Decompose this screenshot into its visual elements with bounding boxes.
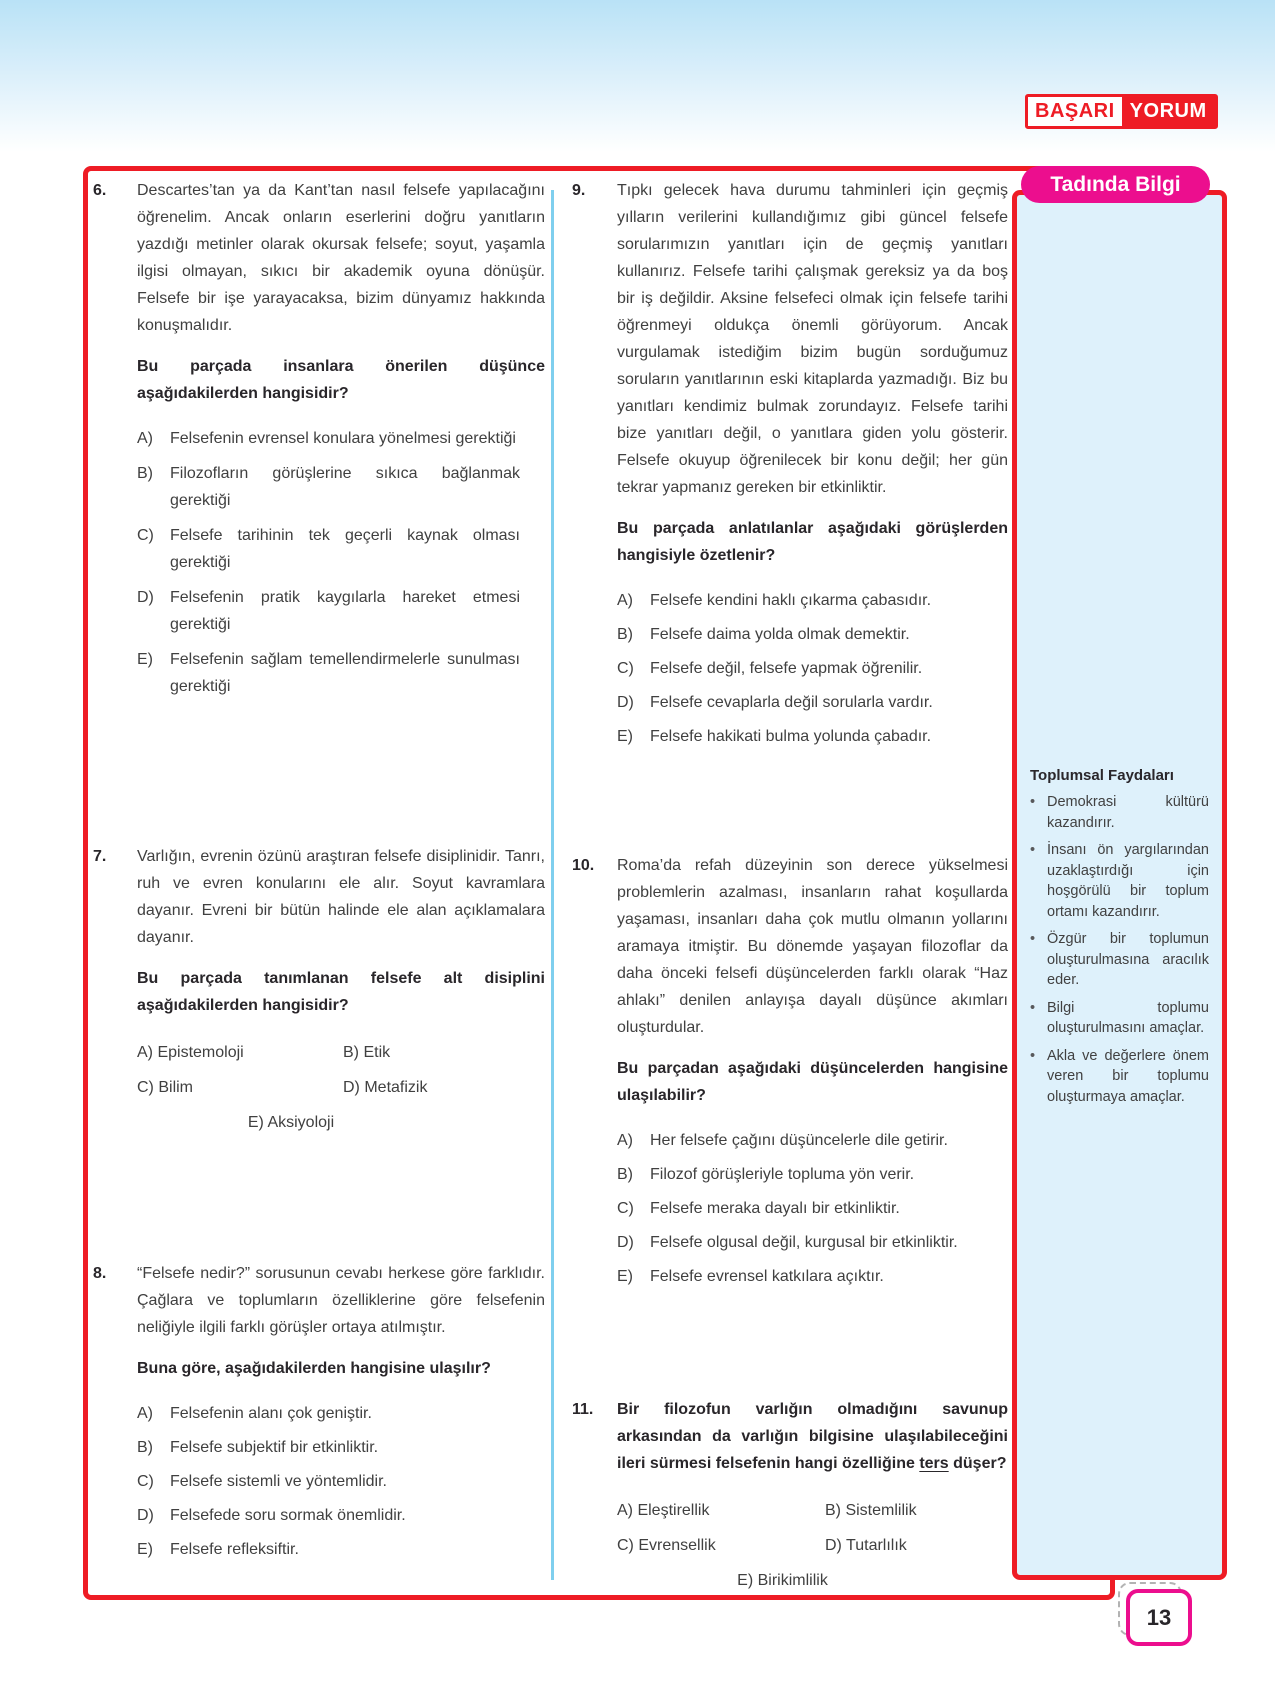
- option-text: Sistemlilik: [845, 1502, 917, 1519]
- stem-prefix: Bir filozofun varlığın olmadığını savunup arkasından da varlığın bilgisine ulaşılabileceğini ileri sürmesi felsefenin hangi özelliğine: [617, 1401, 1008, 1472]
- option-item: [343, 1039, 545, 1066]
- option-text: Felsefenin sağlam temellendirmelerle sunulması gerektiği: [170, 651, 520, 695]
- bullet-dot-icon: •: [1030, 842, 1036, 858]
- option-item: [617, 1229, 1008, 1256]
- question-body: [617, 177, 1008, 757]
- option-letter: E): [617, 728, 633, 745]
- question-stem: Bu parçada insanlara önerilen düşünce aşağıdakilerden hangisidir?: [137, 358, 545, 402]
- question-body: [617, 1396, 1008, 1594]
- info-content: [1030, 767, 1209, 1114]
- option-letter: E): [137, 1541, 153, 1558]
- option-letter: A): [137, 430, 153, 447]
- option-item: [617, 1127, 1008, 1154]
- brand-logo-left: BAŞARI: [1028, 97, 1122, 126]
- bullet-item: [1030, 1046, 1209, 1108]
- option-letter: C): [617, 660, 634, 677]
- option-item: [137, 1074, 343, 1101]
- option-letter: E): [617, 1268, 633, 1285]
- option-text: Felsefede soru sormak önemlidir.: [170, 1507, 406, 1524]
- option-letter: E): [247, 1114, 264, 1131]
- option-letter: A): [617, 1502, 633, 1519]
- bullet-item: [1030, 998, 1209, 1039]
- bullet-text: Özgür bir toplumun oluşturulmasına aracılık eder.: [1047, 931, 1209, 988]
- question-paragraph: Tıpkı gelecek hava durumu tahminleri için geçmiş yılların verilerini kullandığımız gibi güncel felsefe sorularımızın yanıtları için de geçmiş yanıtları kullanırız. Felsefe tarihi çalışmak gereksiz ya da boş bir iş değildir. Aksine felsefeci olmak için felsefe tarihi öğrenmeyi oldukça önemli görüyorum. Ancak vurgulamak istediğim bizim bugün sorduğumuz soruların yanıtlarının eski kitaplarda yazmadığı. Biz bu yanıtları kendimiz bulmak zorundayız. Felsefe tarihi bize yanıtları değil, o yanıtlara giden yolu gösterir. Felsefe okuyup öğrenilecek bir konu değil; her gün tekrar yapmanız gereken bir etkinliktir.: [617, 182, 1008, 496]
- option-text: Felsefe cevaplarla değil sorularla vardır.: [650, 694, 933, 711]
- option-text: Felsefe tarihinin tek geçerli kaynak olması gerektiği: [170, 527, 520, 571]
- option-text: Felsefe meraka dayalı bir etkinliktir.: [650, 1200, 900, 1217]
- info-tab-label: Tadında Bilgi: [1021, 166, 1210, 203]
- underlined-word: ters: [919, 1455, 949, 1472]
- option-text: Felsefe sistemli ve yöntemlidir.: [170, 1473, 387, 1490]
- options-grid: [617, 1497, 1008, 1594]
- option-letter: C): [137, 527, 154, 544]
- option-text: Felsefenin evrensel konulara yönelmesi gerektiği: [170, 430, 516, 447]
- option-item: [137, 584, 545, 638]
- option-letter: D): [617, 1234, 634, 1251]
- option-item: [137, 1502, 545, 1529]
- option-text: Felsefenin pratik kaygılarla hareket etmesi gerektiği: [170, 589, 520, 633]
- option-letter: C): [617, 1537, 634, 1554]
- option-letter: D): [617, 694, 634, 711]
- option-text: Her felsefe çağını düşüncelerle dile getirir.: [650, 1132, 948, 1149]
- option-text: Birikimlilik: [757, 1572, 828, 1589]
- options-list: [617, 587, 1008, 750]
- question-body: [617, 852, 1008, 1297]
- option-item: [617, 1532, 825, 1559]
- info-bullet-list: [1030, 792, 1209, 1107]
- info-heading: Toplumsal Faydaları: [1030, 767, 1174, 784]
- option-item: [137, 1109, 545, 1136]
- option-text: Felsefe kendini haklı çıkarma çabasıdır.: [650, 592, 932, 609]
- option-letter: B): [137, 1439, 153, 1456]
- bullet-text: Bilgi toplumu oluşturulmasını amaçlar.: [1047, 999, 1209, 1036]
- question-number: 8.: [93, 1265, 107, 1282]
- option-text: Metafizik: [364, 1079, 428, 1096]
- option-item: [137, 1039, 343, 1066]
- bullet-dot-icon: •: [1030, 1047, 1036, 1064]
- option-letter: D): [137, 589, 154, 606]
- bullet-dot-icon: •: [1030, 931, 1036, 947]
- question-stem: Buna göre, aşağıdakilerden hangisine ulaşılır?: [137, 1360, 491, 1377]
- option-item: [617, 587, 1008, 614]
- option-item: [617, 1195, 1008, 1222]
- question-stem: Bu parçada anlatılanlar aşağıdaki görüşlerden hangisiyle özetlenir?: [617, 520, 1008, 564]
- brand-logo-right: YORUM: [1122, 97, 1215, 126]
- option-letter: D): [137, 1507, 154, 1524]
- option-item: [137, 1536, 545, 1563]
- option-text: Filozof görüşleriyle topluma yön verir.: [650, 1166, 915, 1183]
- option-letter: B): [617, 626, 633, 643]
- question-9: [572, 177, 1008, 757]
- option-text: Etik: [363, 1044, 391, 1061]
- option-text: Epistemoloji: [157, 1044, 244, 1061]
- option-item: [137, 1400, 545, 1427]
- question-number: 11.: [572, 1401, 594, 1418]
- question-number: 6.: [93, 182, 107, 199]
- option-text: Felsefe subjektif bir etkinliktir.: [170, 1439, 379, 1456]
- option-letter: B): [137, 465, 153, 482]
- option-text: Aksiyoloji: [267, 1114, 335, 1131]
- option-item: [617, 1567, 1008, 1594]
- option-item: [137, 646, 545, 700]
- option-item: [617, 1497, 825, 1524]
- option-item: [137, 460, 545, 514]
- option-text: Bilim: [158, 1079, 194, 1096]
- question-paragraph: Descartes’tan ya da Kant’tan nasıl felsefe yapılacağını öğrenelim. Ancak onların eserlerini doğru yanıtların yazdığı metinler olarak okursak felsefe; soyut, yaşamla ilgisi olmayan, sıkıcı bir akademik oyuna dönüşür. Felsefe bir işe yarayacaksa, bizim dünyamız hakkında konuşmalıdır.: [137, 182, 545, 334]
- option-item: [617, 723, 1008, 750]
- question-6: [93, 177, 545, 708]
- question-stem: Bu parçadan aşağıdaki düşüncelerden hangisine ulaşılabilir?: [617, 1060, 1008, 1104]
- question-stem: Bu parçada tanımlanan felsefe alt disiplini aşağıdakilerden hangisidir?: [137, 970, 545, 1014]
- option-item: [825, 1497, 1008, 1524]
- page-number-badge: 13: [1126, 1589, 1192, 1646]
- option-text: Eleştirellik: [637, 1502, 710, 1519]
- question-stem: [617, 1396, 1008, 1477]
- question-number: 7.: [93, 848, 107, 865]
- bullet-text: İnsanı ön yargılarından uzaklaştırdığı için hoşgörülü bir toplum ortamı kazandırır.: [1047, 842, 1209, 920]
- option-text: Felsefe hakikati bulma yolunda çabadır.: [650, 728, 932, 745]
- option-letter: C): [137, 1079, 154, 1096]
- option-text: Tutarlılık: [846, 1537, 907, 1554]
- option-item: [617, 1161, 1008, 1188]
- option-letter: C): [137, 1473, 154, 1490]
- option-text: Felsefe refleksiftir.: [170, 1541, 299, 1558]
- option-text: Felsefe evrensel katkılara açıktır.: [650, 1268, 884, 1285]
- option-item: [617, 1263, 1008, 1290]
- option-letter: B): [825, 1502, 841, 1519]
- option-item: [137, 1434, 545, 1461]
- question-paragraph: “Felsefe nedir?” sorusunun cevabı herkese göre farklıdır. Çağlara ve toplumların özelliklerine göre felsefenin neliğiyle ilgili farklı görüşler ortaya atılmıştır.: [137, 1265, 545, 1336]
- question-number: 9.: [572, 182, 586, 199]
- option-letter: A): [617, 1132, 633, 1149]
- option-item: [617, 621, 1008, 648]
- bullet-item: [1030, 840, 1209, 922]
- option-letter: C): [617, 1200, 634, 1217]
- question-number: 10.: [572, 857, 595, 874]
- options-list: [137, 1400, 545, 1563]
- option-letter: A): [137, 1044, 153, 1061]
- question-paragraph: Varlığın, evrenin özünü araştıran felsefe disiplinidir. Tanrı, ruh ve evren konularını ele alır. Soyut kavramlara dayanır. Evreni bir bütün halinde ele alan açıklamalara dayanır.: [137, 848, 545, 946]
- option-item: [825, 1532, 1008, 1559]
- option-item: [617, 689, 1008, 716]
- option-letter: B): [617, 1166, 633, 1183]
- bullet-item: [1030, 929, 1209, 991]
- header-gradient: [0, 0, 1275, 152]
- option-text: Evrensellik: [638, 1537, 716, 1554]
- option-letter: D): [825, 1537, 842, 1554]
- bullet-text: Akla ve değerlere önem veren bir toplumu oluşturmaya amaçlar.: [1047, 1047, 1209, 1105]
- option-text: Filozofların görüşlerine sıkıca bağlanmak gerektiği: [170, 465, 520, 509]
- question-body: [137, 843, 545, 1136]
- brand-logo: [1025, 94, 1218, 129]
- option-letter: E): [137, 651, 153, 668]
- question-paragraph: Roma’da refah düzeyinin son derece yükselmesi problemlerin azalması, insanların rahat koşullarda yaşaması, insanları daha çok mutlu olmanın yollarını aramaya itmiştir. Bu dönemde yaşayan filozoflar da daha önceki felsefi düşüncelerden farklı olarak “Haz ahlakı” denilen anlayışa dayalı düşünce akımları oluşturdular.: [617, 857, 1008, 1036]
- options-list: [617, 1127, 1008, 1290]
- option-item: [137, 425, 545, 452]
- question-7: [93, 843, 545, 1136]
- bullet-dot-icon: •: [1030, 999, 1036, 1016]
- option-letter: A): [617, 592, 633, 609]
- bullet-dot-icon: •: [1030, 794, 1036, 810]
- option-item: [617, 655, 1008, 682]
- question-11: [572, 1396, 1008, 1594]
- option-letter: E): [737, 1572, 754, 1589]
- options-grid: [137, 1039, 545, 1136]
- bullet-item: [1030, 792, 1209, 833]
- question-8: [93, 1260, 545, 1570]
- column-divider: [551, 190, 554, 1580]
- bullet-text: Demokrasi kültürü kazandırır.: [1047, 794, 1209, 831]
- option-text: Felsefe değil, felsefe yapmak öğrenilir.: [650, 660, 923, 677]
- option-text: Felsefe olgusal değil, kurgusal bir etkinliktir.: [650, 1234, 958, 1251]
- option-letter: D): [343, 1079, 360, 1096]
- question-body: [137, 1260, 545, 1570]
- option-item: [343, 1074, 545, 1101]
- option-item: [137, 522, 545, 576]
- option-letter: B): [343, 1044, 359, 1061]
- option-text: Felsefenin alanı çok geniştir.: [170, 1405, 372, 1422]
- question-10: [572, 852, 1008, 1297]
- stem-suffix: düşer?: [948, 1455, 1007, 1472]
- option-text: Felsefe daima yolda olmak demektir.: [650, 626, 910, 643]
- option-item: [137, 1468, 545, 1495]
- option-letter: A): [137, 1405, 153, 1422]
- question-body: [137, 177, 545, 708]
- options-list: [137, 425, 545, 700]
